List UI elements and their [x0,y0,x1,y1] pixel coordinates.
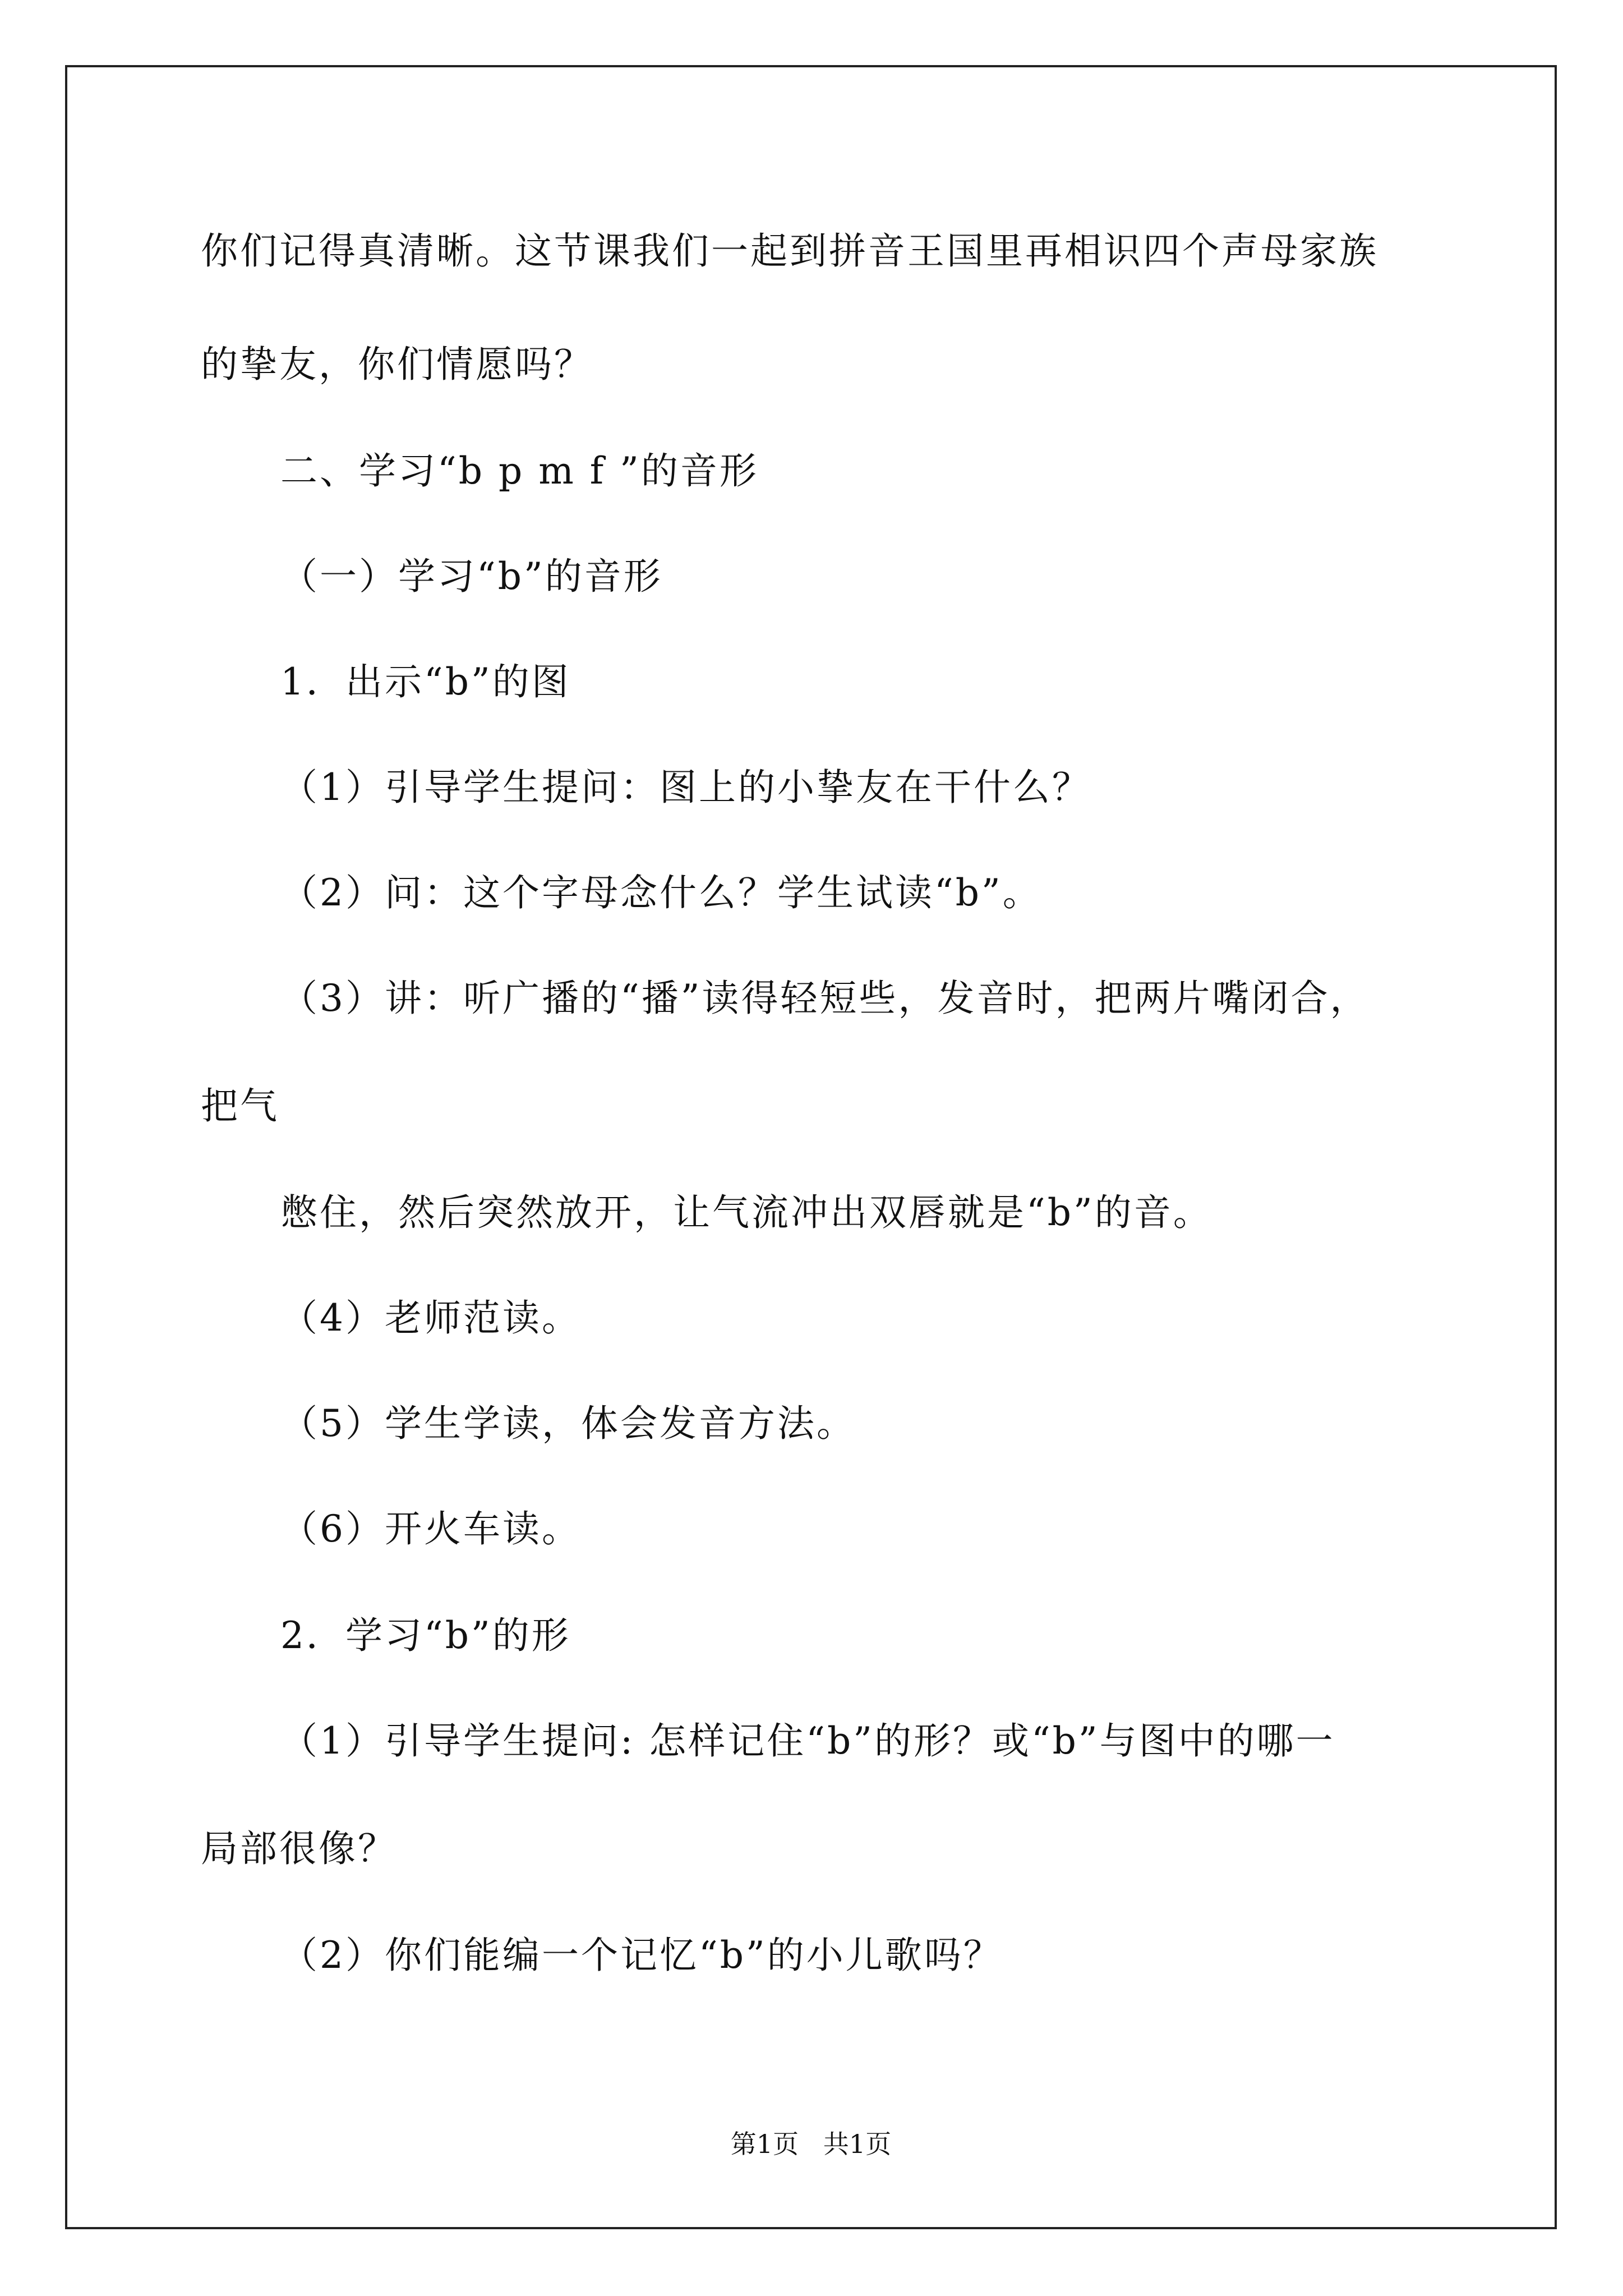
text-line-7: （2）问：这个字母念什么？学生试读“b”。 [280,871,1042,914]
text-line-8: （3）讲：听广播的“播”读得轻短些，发音时，把两片嘴闭合， [280,977,1370,1020]
step-2-heading: 2．学习“b”的形 [280,1614,571,1657]
text-line-15: （1）引导学生提问: 怎样记住“b”的形？或“b”与图中的哪一 [280,1719,1335,1763]
text-line-9: 把气 [201,1084,279,1128]
text-line-16: 局部很像？ [201,1827,397,1870]
text-line-12: （5）学生学读，体会发音方法。 [280,1402,856,1445]
text-line-10: 憋住，然后突然放开，让气流冲出双唇就是“b”的音。 [280,1191,1212,1234]
text-line-11: （4）老师范读。 [280,1296,581,1340]
text-line-2: 的挚友，你们情愿吗？ [201,343,593,386]
text-line-1: 你们记得真清晰。这节课我们一起到拼音王国里再相识四个声母家族 [201,229,1378,273]
page-frame [65,65,1557,2229]
text-line-6: （1）引导学生提问：图上的小挚友在干什么？ [280,766,1091,809]
text-line-13: （6）开火车读。 [280,1507,581,1550]
section-heading: 二、学习“b p m f ”的音形 [280,449,759,493]
text-line-17: （2）你们能编一个记忆“b”的小儿歌吗？ [280,1934,1003,1977]
subsection-heading: （一）学习“b”的音形 [280,555,663,598]
step-1-heading: 1．出示“b”的图 [280,660,571,703]
page-footer: 第1页 共1页 [730,2129,892,2159]
